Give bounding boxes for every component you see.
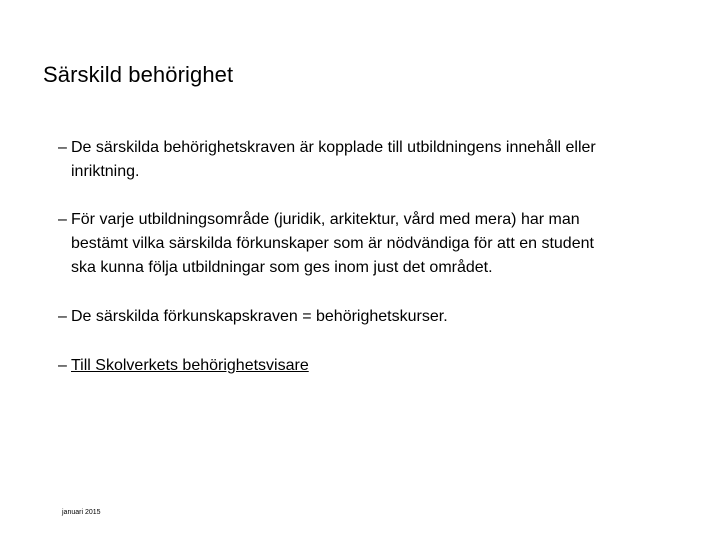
bullet-text: De särskilda förkunskapskraven = behörighetskurser.	[71, 308, 448, 325]
bullet-dash: –	[58, 211, 67, 228]
bullet-text: För varje utbildningsområde (juridik, arkitektur, vård med mera) har man bestämt vilka särskilda förkunskaper som är nödvändiga för att en student ska kunna följa utbildningar som ges inom just det området.	[71, 211, 594, 276]
bullet-text: De särskilda behörighetskraven är kopplade till utbildningens innehåll eller inriktning.	[71, 139, 596, 180]
bullet-item-link	[58, 354, 618, 378]
footer-date: januari 2015	[62, 509, 101, 516]
skolverket-link[interactable]: Till Skolverkets behörighetsvisare	[71, 357, 309, 374]
bullet-dash: –	[58, 308, 67, 325]
bullet-item	[58, 305, 618, 329]
bullet-list	[58, 136, 618, 404]
slide-title: Särskild behörighet	[43, 62, 234, 87]
bullet-dash: –	[58, 139, 67, 156]
bullet-item	[58, 136, 618, 184]
bullet-dash: –	[58, 357, 67, 374]
bullet-item	[58, 208, 618, 280]
